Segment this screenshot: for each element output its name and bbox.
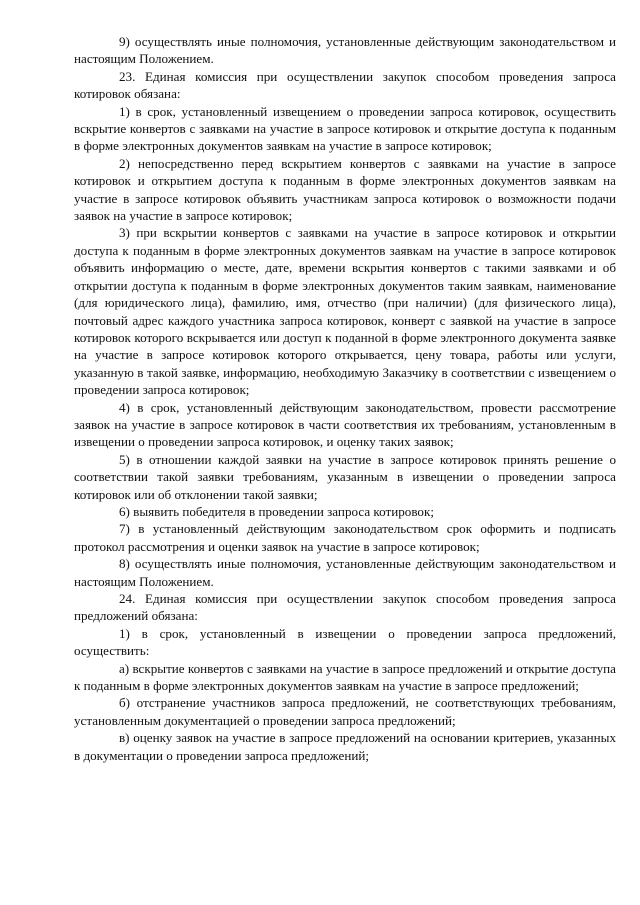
paragraph-23-3: 3) при вскрытии конвертов с заявками на участие в запросе котировок и открытии доступа к поданным в форме электронных документов заявкам на участие в запросе котировок объявить информацию о месте, дате, времени вскрытия конвертов с такими заявками и об открытии доступа к поданным в форме электронных документов таким заявкам, наименование (для юридического лица), фамилию, имя, отчество (при наличии) (для физического лица), почтовый адрес каждого участника запроса котировок, конверт с заявкой на участие в запросе котировок которого вскрывается или доступ к поданной в форме электронного документа заявке на участие в запросе котировок которого открывается, цену товара, работы или услуги, указанную в такой заявке, информацию, необходимую Заказчику в соответствии с извещением о проведении запроса котировок; (74, 225, 616, 398)
paragraph-item-9: 9) осуществлять иные полномочия, установленные действующим законодательством и настоящим Положением. (74, 34, 616, 67)
paragraph-24-1-a: а) вскрытие конвертов с заявками на участие в запросе предложений и открытие доступа к поданным в форме электронных документов заявкам на участие в запросе предложений; (74, 660, 616, 694)
document-body (74, 33, 616, 764)
paragraph-23-6: 6) выявить победителя в проведении запроса котировок; (119, 503, 434, 519)
paragraph-23-2: 2) непосредственно перед вскрытием конвертов с заявками на участие в запросе котировок и открытием доступа к поданным в форме электронных документов заявкам на участие в запросе котировок объявить участникам запроса котировок о возможности подачи заявок на участие в запросе котировок; (74, 155, 616, 224)
paragraph-23-4: 4) в срок, установленный действующим законодательством, провести рассмотрение заявок на участие в запросе котировок в части соответствия их требованиям, установленным в извещении о проведении запроса котировок, и оценку таких заявок; (74, 399, 616, 450)
paragraph-23-1: 1) в срок, установленный извещением о проведении запроса котировок, осуществить вскрытие конвертов с заявками на участие в запросе котировок и открытие доступа к поданным в форме электронных документов заявкам на участие в запросе котировок; (74, 103, 616, 154)
section-24-heading: 24. Единая комиссия при осуществлении закупок способом проведения запроса предложений обязана: (74, 591, 616, 624)
paragraph-23-8: 8) осуществлять иные полномочия, установленные действующим законодательством и настоящим Положением. (74, 556, 616, 589)
paragraph-24-1-b: б) отстранение участников запроса предложений, не соответствующих требованиям, установленным документацией о проведении запроса предложений; (74, 695, 616, 728)
section-23-heading: 23. Единая комиссия при осуществлении закупок способом проведения запроса котировок обязана: (74, 68, 616, 102)
paragraph-23-7: 7) в установленный действующим законодательством срок оформить и подписать протокол рассмотрения и оценки заявок на участие в запросе котировок; (74, 521, 616, 554)
paragraph-24-1: 1) в срок, установленный в извещении о проведении запроса предложений, осуществить: (74, 625, 616, 659)
paragraph-24-1-c: в) оценку заявок на участие в запросе предложений на основании критериев, указанных в документации о проведении запроса предложений; (74, 730, 616, 763)
paragraph-23-5: 5) в отношении каждой заявки на участие в запросе котировок принять решение о соответствии такой заявки требованиям, указанным в извещении о проведении запроса котировок или об отклонении такой заявки; (74, 451, 616, 502)
